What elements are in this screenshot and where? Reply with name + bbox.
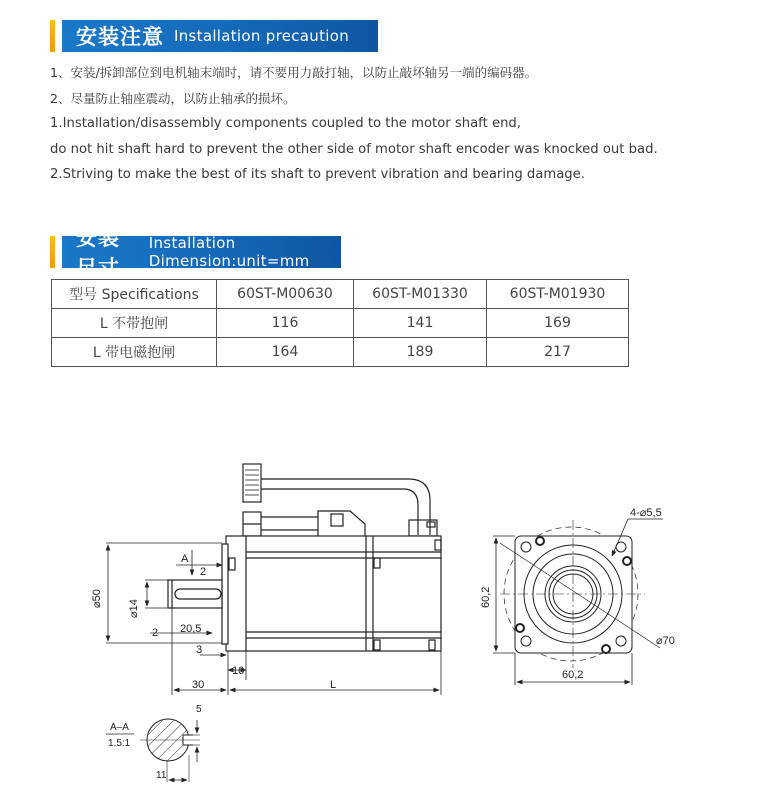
dim-flange-3-label: 3 [196, 644, 203, 656]
dim-shaft-gap-label: 2 [152, 627, 159, 639]
table-header-cell: 60ST-M01330 [354, 280, 487, 309]
header-bar [62, 20, 378, 52]
table-row [52, 309, 629, 338]
mounting-holes-label: 4-⌀5,5 [630, 507, 662, 519]
dim-body-l-label: L [330, 679, 337, 691]
table-header-cell: 60ST-M00630 [217, 280, 354, 309]
front-view [500, 520, 660, 668]
table-cell: 189 [354, 338, 487, 367]
table-cell: L 不带抱闸 [52, 309, 217, 338]
note-line: 1.Installation/disassembly components coupled to the motor shaft end, [50, 116, 521, 131]
header-accent-bar [50, 20, 55, 52]
front-height-label: 60,2 [480, 586, 492, 608]
note-line: 2、尽量防止轴座震动，以防止轴承的损坏。 [50, 90, 296, 106]
table-header-row [52, 280, 629, 309]
dimension-title-en: Installation Dimension:unit=mm [148, 234, 310, 270]
table-cell: 141 [354, 309, 487, 338]
dimension-header [50, 226, 341, 280]
section-aa-label: A–A [110, 722, 129, 733]
shaft-dia-label: ⌀14 [128, 599, 140, 618]
precaution-header [50, 20, 378, 52]
dim-shaft-30-label: 30 [192, 679, 205, 691]
table-cell: 116 [217, 309, 354, 338]
section-marker-label: A [181, 553, 189, 565]
precaution-title-cn: 安装注意 [76, 25, 164, 49]
section-aa-scale: 1.5:1 [108, 738, 131, 749]
dim-key-offset-label: 2 [200, 566, 207, 578]
header-accent-bar [50, 236, 55, 268]
dim-flange-10-label: 10 [232, 665, 245, 677]
key-depth-label: 11 [156, 770, 167, 781]
key-width-label: 5 [196, 704, 202, 715]
motor-dimension-drawing [0, 440, 758, 807]
header-bar [62, 226, 341, 280]
table-cell: 169 [487, 309, 629, 338]
table-header-cell: 60ST-M01930 [487, 280, 629, 309]
table-cell: 217 [487, 338, 629, 367]
dimension-table [51, 279, 629, 367]
table-cell: L 带电磁抱闸 [52, 338, 217, 367]
note-line: 2.Striving to make the best of its shaft to prevent vibration and bearing damage. [50, 167, 585, 182]
table-header-cell: 型号 Specifications [52, 280, 217, 309]
table-row [52, 338, 629, 367]
side-view [168, 464, 441, 651]
note-line: 1、安装/拆卸部位到电机轴末端时，请不要用力敲打轴，以防止敲坏轴另一端的编码器。 [50, 65, 538, 80]
dim-key-length-label: 20,5 [180, 623, 202, 635]
flange-dia-label: ⌀50 [91, 589, 103, 608]
front-width-label: 60,2 [562, 669, 584, 681]
note-line: do not hit shaft hard to prevent the other side of motor shaft encoder was knocked out bad. [50, 141, 658, 157]
dimension-title-cn: 安装尺寸 [76, 226, 120, 280]
pcd-label: ⌀70 [656, 635, 675, 647]
precaution-title-en: Installation precaution [174, 27, 350, 45]
precaution-notes [50, 60, 658, 188]
table-cell: 164 [217, 338, 354, 367]
